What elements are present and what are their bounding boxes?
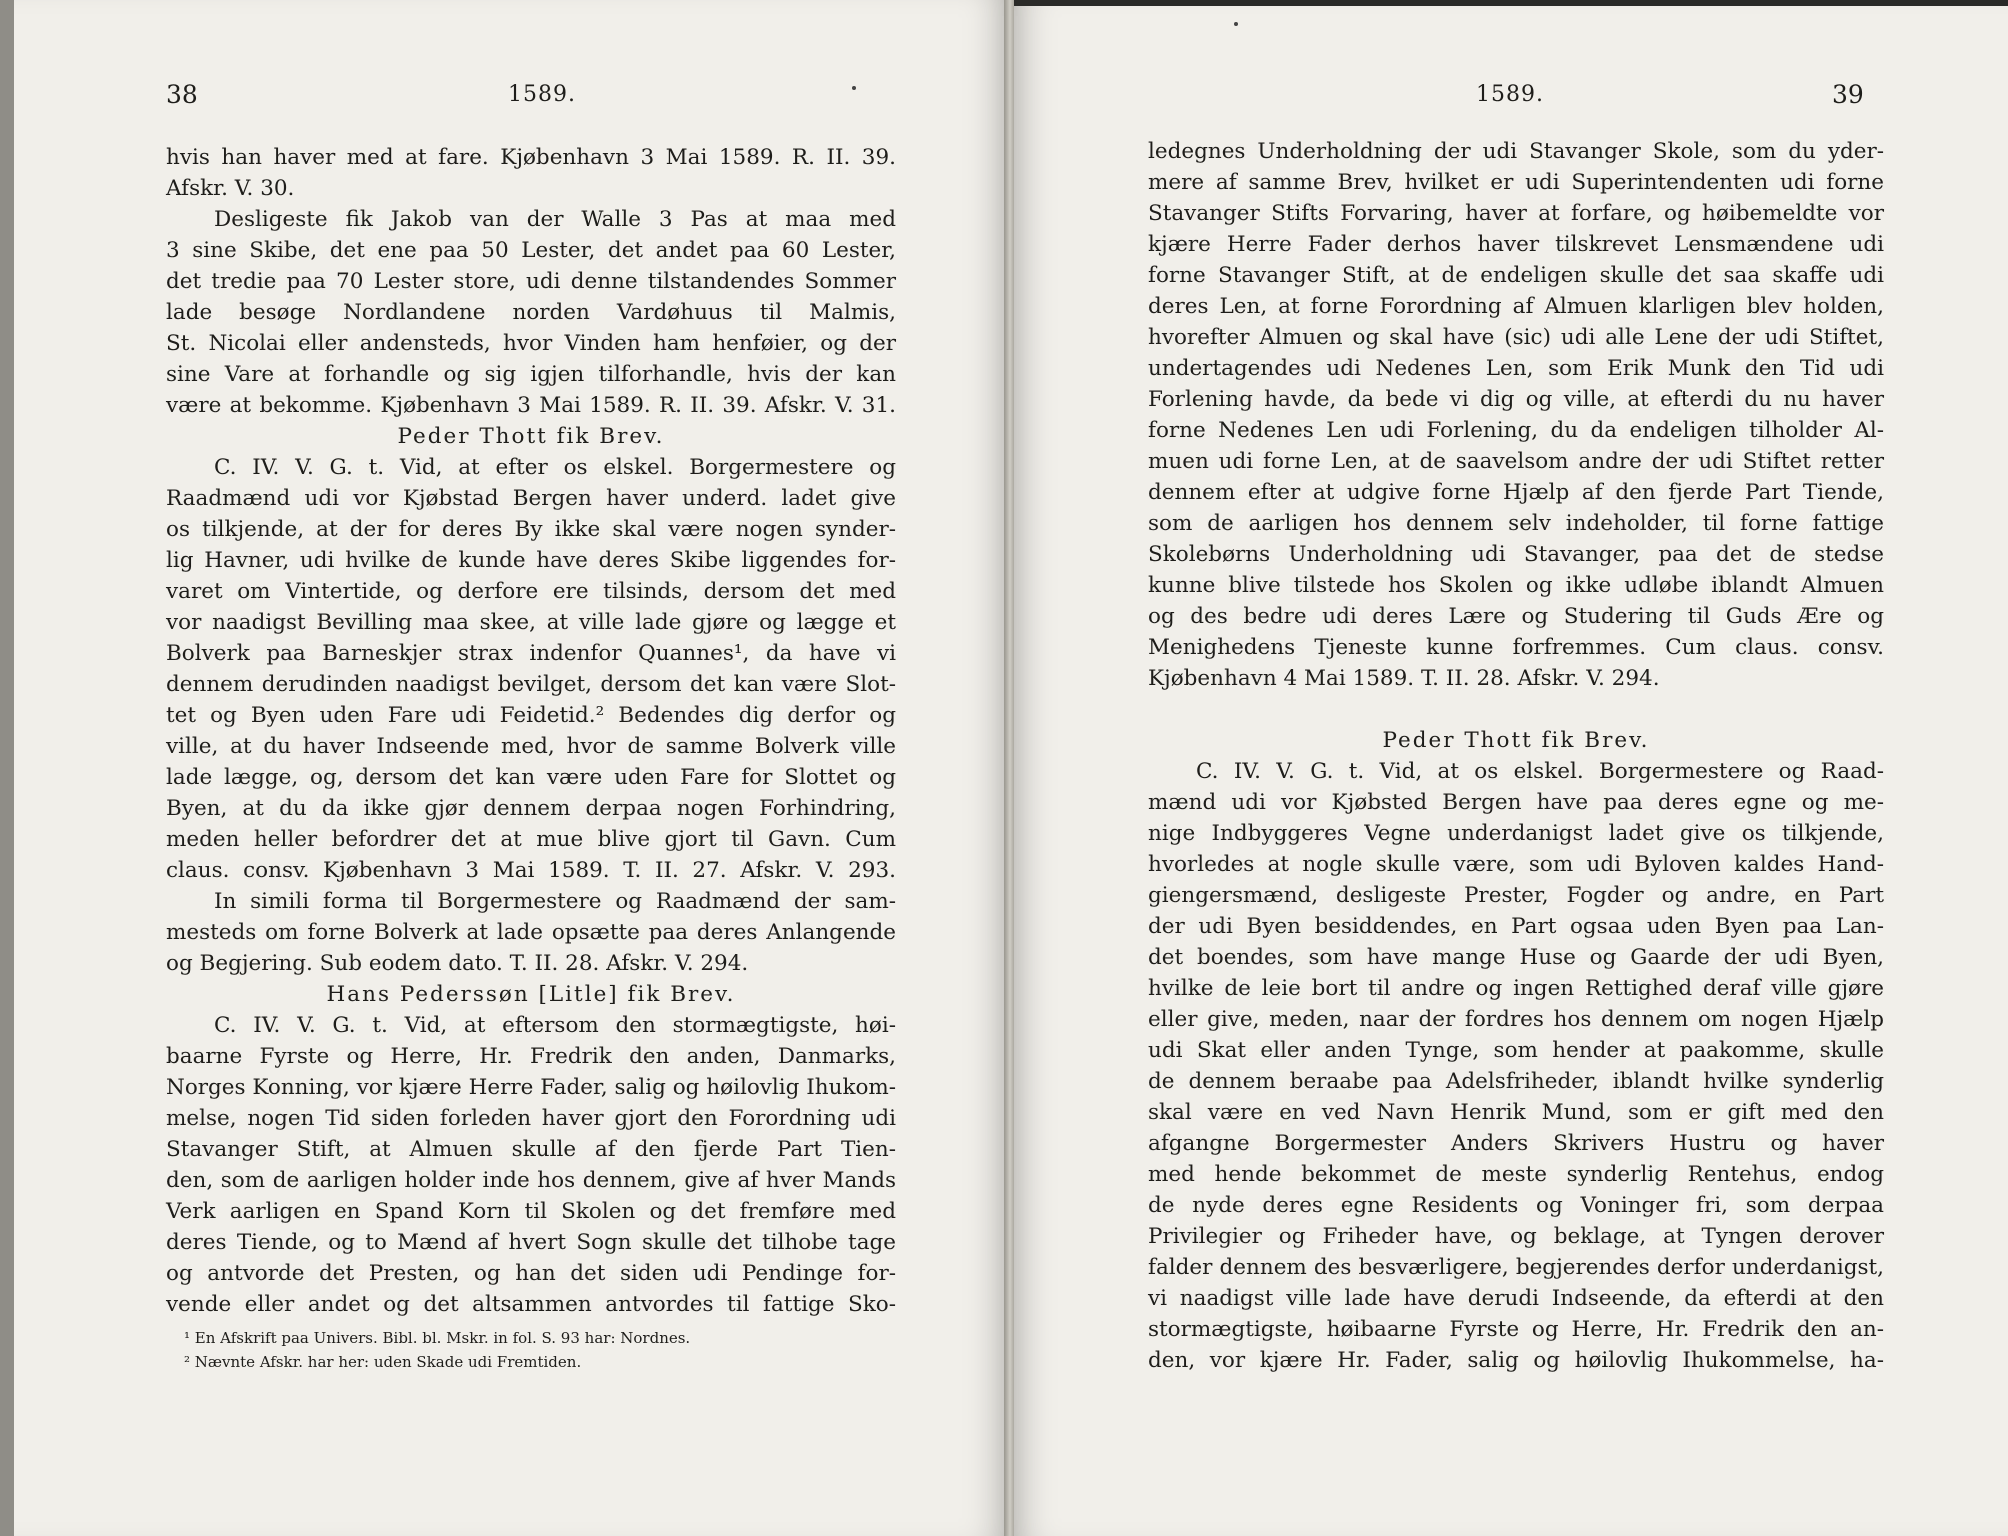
- text-line: Byen, at du da ikke gjør dennem derpaa nogen Forhindring,: [166, 796, 896, 821]
- text-line: baarne Fyrste og Herre, Hr. Fredrik den anden, Danmarks,: [166, 1044, 896, 1069]
- text-line: undertagendes udi Nedenes Len, som Erik Munk den Tid udi: [1148, 356, 1884, 381]
- text-line: som de aarligen hos dennem selv indeholder, til forne fattige: [1148, 511, 1884, 536]
- text-line: og antvorde det Presten, og han det siden udi Pendinge for-: [166, 1261, 896, 1286]
- text-line: være at bekomme. Kjøbenhavn 3 Mai 1589. R. II. 39. Afskr. V. 31.: [166, 393, 896, 418]
- text-line: hvis han haver med at fare. Kjøbenhavn 3 Mai 1589. R. II. 39.: [166, 145, 896, 170]
- section-heading: [166, 421, 896, 452]
- text-line: Bolverk paa Barneskjer strax indenfor Quannes¹, da have vi: [166, 641, 896, 666]
- text-line: Norges Konning, vor kjære Herre Fader, salig og høilovlig Ihukom-: [166, 1075, 897, 1100]
- right-text-column: [1148, 136, 1884, 1376]
- text-line: stormægtigste, høibaarne Fyrste og Herre, Hr. Fredrik den an-: [1148, 1317, 1884, 1342]
- text-line: Forlening havde, da bede vi dig og ville, at efterdi du nu haver: [1148, 387, 1884, 412]
- text-line: dennem derudinden naadigst bevilget, dersom det kan være Slot-: [166, 672, 896, 697]
- section-heading: [166, 979, 896, 1010]
- text-line: lade besøge Nordlandene norden Vardøhuus til Malmis,: [166, 300, 896, 325]
- text-line: forne Nedenes Len udi Forlening, du da endeligen tilholder Al-: [1148, 418, 1884, 443]
- text-line: sine Vare at forhandle og sig igjen tilforhandle, hvis der kan: [166, 362, 896, 387]
- text-line: vor naadigst Bevilling maa skee, at ville lade gjøre og lægge et: [166, 610, 896, 635]
- text-line: Stavanger Stifts Forvaring, haver at forfare, og høibemeldte vor: [1148, 201, 1884, 226]
- text-line: claus. consv. Kjøbenhavn 3 Mai 1589. T. II. 27. Afskr. V. 293.: [166, 858, 896, 883]
- text-line: mere af samme Brev, hvilket er udi Superintendenten udi forne: [1148, 170, 1884, 195]
- text-line: der udi Byen besiddendes, en Part ogsaa uden Byen paa Lan-: [1148, 914, 1884, 939]
- text-line: og Begjering. Sub eodem dato. T. II. 28. Afskr. V. 294.: [166, 951, 749, 976]
- section-heading-text: Peder Thott fik Brev.: [397, 424, 665, 449]
- text-line: mesteds om forne Bolverk at lade opsætte paa deres Anlangende: [166, 920, 896, 945]
- text-line: deres Tiende, og to Mænd af hvert Sogn skulle det tilhobe tage: [166, 1230, 896, 1255]
- text-line: med hende bekommet de meste synderlig Rentehus, endog: [1148, 1162, 1884, 1187]
- text-line: nige Indbyggeres Vegne underdanigst ladet give os tilkjende,: [1148, 821, 1884, 846]
- text-line: kunne blive tilstede hos Skolen og ikke udløbe iblandt Almuen: [1148, 573, 1884, 598]
- section-heading: [1148, 725, 1884, 756]
- text-line: muen udi forne Len, at de saavelsom andre der udi Stiftet retter: [1148, 449, 1884, 474]
- left-text-column: [166, 142, 896, 1320]
- text-line: vi naadigst ville lade have derudi Indseende, da efterdi at den: [1148, 1286, 1884, 1311]
- section-heading-text: Peder Thott fik Brev.: [1382, 728, 1650, 753]
- text-line: In simili forma til Borgermestere og Raadmænd der sam-: [214, 889, 896, 914]
- running-head: 1589.: [508, 82, 576, 107]
- text-line: de nyde deres egne Residents og Voninger fri, som derpaa: [1148, 1193, 1884, 1218]
- text-line: os tilkjende, at der for deres By ikke skal være nogen synder-: [166, 517, 896, 542]
- text-line: varet om Vintertide, og derfore ere tilsinds, dersom det med: [166, 579, 896, 604]
- running-head: 1589.: [1476, 82, 1544, 107]
- text-line: ville, at du haver Indseende med, hvor de samme Bolverk ville: [166, 734, 896, 759]
- footnote-1: ¹ En Afskrift paa Univers. Bibl. bl. Mskr. in fol. S. 93 har: Nordnes.: [184, 1329, 691, 1347]
- text-line: Skolebørns Underholdning udi Stavanger, paa det de stedse: [1148, 542, 1884, 567]
- text-line: den, som de aarligen holder inde hos dennem, give af hver Mands: [166, 1168, 896, 1193]
- section-heading-text: Hans Pederssøn [Litle] fik Brev.: [326, 982, 736, 1007]
- text-line: og des bedre udi deres Lære og Studering til Guds Ære og: [1148, 604, 1884, 629]
- text-line: 3 sine Skibe, det ene paa 50 Lester, det andet paa 60 Lester,: [166, 238, 896, 263]
- text-line: hvorledes at nogle skulle være, som udi Byloven kaldes Hand-: [1148, 852, 1884, 877]
- text-line: vende eller andet og det altsammen antvordes til fattige Sko-: [166, 1292, 896, 1317]
- book-edge: [0, 0, 14, 1536]
- text-line: St. Nicolai eller andensteds, hvor Vinden ham henføier, og der: [166, 331, 896, 356]
- footnote-2: ² Nævnte Afskr. har her: uden Skade udi Fremtiden.: [184, 1353, 582, 1371]
- text-line: hvorefter Almuen og skal have (sic) udi alle Lene der udi Stiftet,: [1148, 325, 1884, 350]
- text-line: Menighedens Tjeneste kunne forfremmes. Cum claus. consv.: [1148, 635, 1884, 660]
- right-page: [1014, 0, 2008, 1536]
- left-page: [14, 0, 1006, 1536]
- text-line: Privilegier og Friheder have, og beklage, at Tyngen derover: [1148, 1224, 1884, 1249]
- text-line: lade lægge, og, dersom det kan være uden Fare for Slottet og: [166, 765, 896, 790]
- text-line: hvilke de leie bort til andre og ingen Rettighed deraf ville gjøre: [1148, 976, 1884, 1001]
- text-line: dennem efter at udgive forne Hjælp af den fjerde Part Tiende,: [1148, 480, 1884, 505]
- speck: [1234, 22, 1238, 26]
- text-line: meden heller befordrer det at mue blive gjort til Gavn. Cum: [166, 827, 896, 852]
- text-line: mænd udi vor Kjøbsted Bergen have paa deres egne og me-: [1148, 790, 1884, 815]
- text-line: giengersmænd, desligeste Prester, Fogder og andre, en Part: [1148, 883, 1884, 908]
- text-line: eller give, meden, naar der fordres hos dennem om nogen Hjælp: [1148, 1007, 1884, 1032]
- text-line: falder dennem des besværligere, begjerendes derfor underdanigst,: [1148, 1255, 1884, 1280]
- page-number: 39: [1832, 80, 1864, 109]
- text-line: Afskr. V. 30.: [166, 176, 295, 201]
- text-line: lig Havner, udi hvilke de kunde have deres Skibe liggendes for-: [166, 548, 896, 573]
- text-line: skal være en ved Navn Henrik Mund, som er gift med den: [1148, 1100, 1884, 1125]
- text-line: de dennem beraabe paa Adelsfriheder, iblandt hvilke synderlig: [1148, 1069, 1884, 1094]
- text-line: afgangne Borgermester Anders Skrivers Hustru og haver: [1148, 1131, 1884, 1156]
- text-line: Verk aarligen en Spand Korn til Skolen og det fremføre med: [166, 1199, 896, 1224]
- text-line: kjære Herre Fader derhos haver tilskrevet Lensmændene udi: [1148, 232, 1884, 257]
- text-line: forne Stavanger Stift, at de endeligen skulle det saa skaffe udi: [1148, 263, 1884, 288]
- footnotes: [184, 1326, 884, 1374]
- text-line: Desligeste fik Jakob van der Walle 3 Pas at maa med: [214, 207, 896, 232]
- text-line: ledegnes Underholdning der udi Stavanger Skole, som du yder-: [1148, 139, 1884, 164]
- text-line: tet og Byen uden Fare udi Feidetid.² Bedendes dig derfor og: [166, 703, 896, 728]
- text-line: det boendes, som have mange Huse og Gaarde der udi Byen,: [1148, 945, 1884, 970]
- page-number: 38: [166, 80, 198, 109]
- text-line: Raadmænd udi vor Kjøbstad Bergen haver underd. ladet give: [166, 486, 896, 511]
- text-line: den, vor kjære Hr. Fader, salig og høilovlig Ihukommelse, ha-: [1148, 1348, 1884, 1373]
- text-line: Stavanger Stift, at Almuen skulle af den fjerde Part Tien-: [166, 1137, 896, 1162]
- text-line: udi Skat eller anden Tynge, som hender at paakomme, skulle: [1148, 1038, 1884, 1063]
- text-line: C. IV. V. G. t. Vid, at eftersom den stormægtigste, høi-: [214, 1013, 896, 1038]
- text-line: deres Len, at forne Forordning af Almuen klarligen blev holden,: [1148, 294, 1884, 319]
- text-line: [1148, 694, 1884, 725]
- text-line: C. IV. V. G. t. Vid, at efter os elskel. Borgermestere og: [214, 455, 896, 480]
- text-line: det tredie paa 70 Lester store, udi denne tilstandendes Sommer: [166, 269, 896, 294]
- text-line: C. IV. V. G. t. Vid, at os elskel. Borgermestere og Raad-: [1196, 759, 1884, 784]
- text-line: melse, nogen Tid siden forleden haver gjort den Forordning udi: [166, 1106, 896, 1131]
- speck: [852, 86, 856, 90]
- text-line: Kjøbenhavn 4 Mai 1589. T. II. 28. Afskr. V. 294.: [1148, 666, 1660, 691]
